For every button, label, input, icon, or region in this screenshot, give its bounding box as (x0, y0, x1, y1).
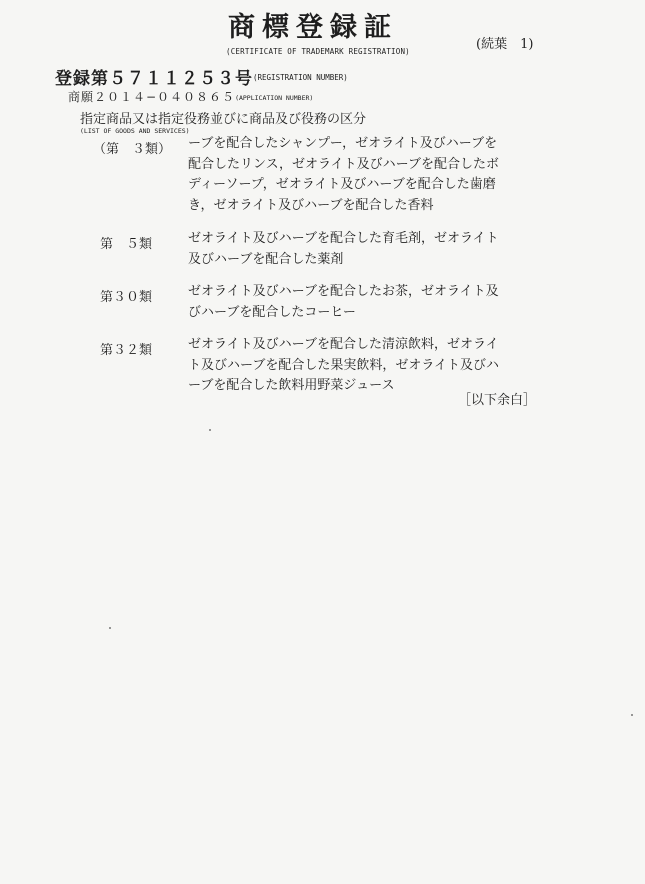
continuation-sheet-label: (続葉 1) (476, 37, 534, 52)
scan-speck (209, 429, 211, 431)
class-text-line: 及びハーブを配合した薬剤 (188, 251, 344, 267)
registration-number-en: (REGISTRATION NUMBER) (253, 73, 348, 82)
class-text-line: き，ゼオライト及びハーブを配合した香料 (188, 197, 434, 213)
class-text-30 (188, 282, 548, 323)
goods-heading-en: (LIST OF GOODS AND SERVICES) (80, 127, 190, 135)
end-of-list-mark: ［以下余白］ (458, 393, 537, 408)
class-text-line: ゼオライト及びハーブを配合した育毛剤，ゼオライト (188, 231, 499, 246)
registration-number: 登録第５７１１２５３号 (55, 69, 253, 89)
scan-speck (631, 714, 633, 716)
application-number-en: (APPLICATION NUMBER) (235, 94, 314, 102)
document-title: 商標登録証 (228, 12, 398, 43)
class-text-line: ト及びハーブを配合した果実飲料，ゼオライト及びハ (188, 357, 499, 373)
application-number: 商願２０１４−０４０８６５ (68, 90, 236, 104)
goods-heading: 指定商品又は指定役務並びに商品及び役務の区分 (80, 112, 367, 127)
class-text-3 (188, 134, 548, 216)
class-text-line: ディーソープ，ゼオライト及びハーブを配合した歯磨 (188, 177, 496, 192)
application-number-line (68, 86, 313, 105)
class-label-3: （第 ３類） (93, 142, 172, 157)
class-text-line: ーブを配合した飲料用野菜ジュース (188, 378, 395, 393)
class-label-5: 第 ５類 (100, 237, 153, 252)
scan-speck (109, 627, 111, 629)
class-text-32 (188, 335, 548, 397)
class-text-5 (188, 229, 548, 270)
class-text-line: ゼオライト及びハーブを配合したお茶，ゼオライト及 (188, 284, 499, 299)
class-label-32: 第３２類 (100, 343, 153, 358)
class-text-line: 配合したリンス，ゼオライト及びハーブを配合したボ (188, 156, 499, 172)
class-text-line: ーブを配合したシャンプー，ゼオライト及びハーブを (188, 136, 498, 151)
class-label-30: 第３０類 (100, 290, 153, 305)
document-title-en: (CERTIFICATE OF TRADEMARK REGISTRATION) (226, 47, 410, 56)
class-text-line: びハーブを配合したコーヒー (188, 304, 356, 320)
class-text-line: ゼオライト及びハーブを配合した清涼飲料，ゼオライ (188, 337, 499, 352)
